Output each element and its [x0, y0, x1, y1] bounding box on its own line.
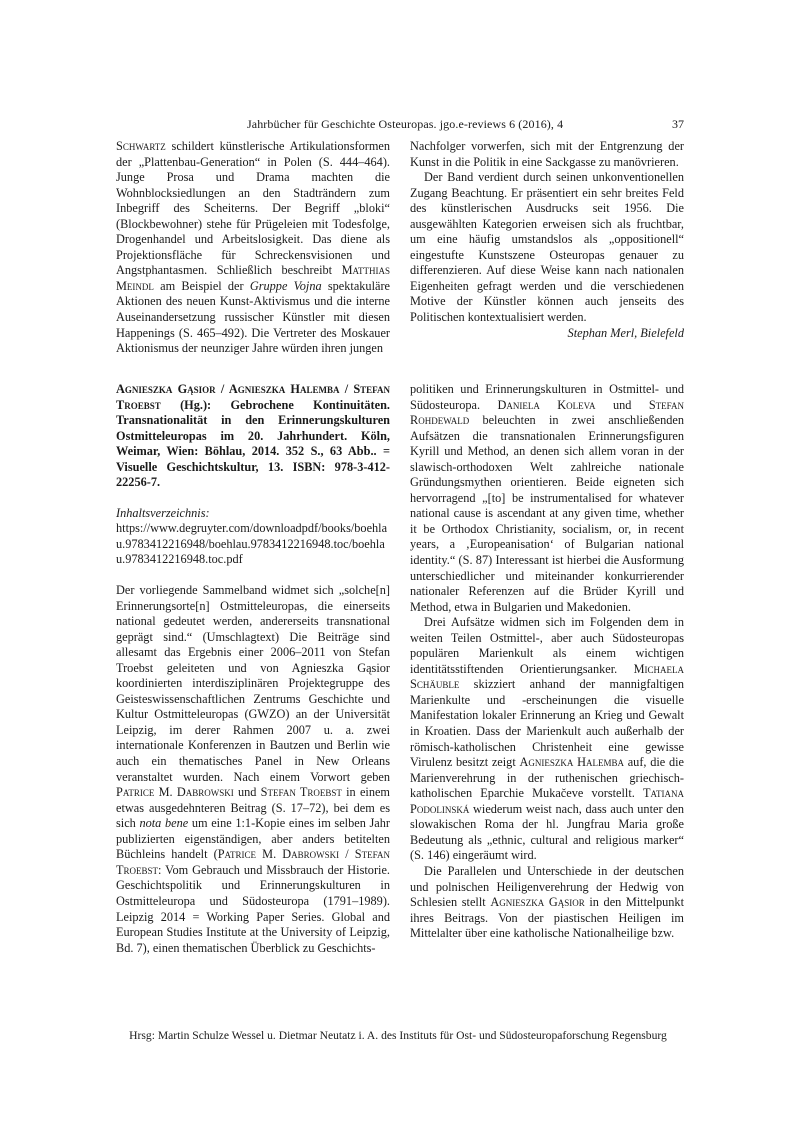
body-text: schildert künstlerische Artikulationsformen der „Plattenbau-Generation“ in Polen (S. 444–464). Junge Prosa und Drama machten die Wohnblocksiedlungen an den Stadträndern zum Inbegriff des Scheiterns. Der Begriff „bloki“ (Blockbewohner) stehe für Prügeleien mit Todesfolge, Drogenhandel und Arbeitslosigkeit. Das diene als Projektionsfläche für Schreckensvisionen und Angstphantasmen. Schließlich beschreibt — [116, 139, 390, 278]
body-text: und — [233, 785, 261, 800]
review1-paragraph: Nachfolger vorwerfen, sich mit der Entgrenzung der Kunst in die Politik in eine Sackgasse zu manövrieren. — [410, 139, 684, 169]
body-text: Der vorliegende Sammelband widmet sich „solche[n] Erinnerungsorte[n] Ostmitteleuropas, die einerseits national gedeutet werden, andererseits transnational geprägt sind.“ (Umschlagtext) Die Beiträge sind allesamt das Ergebnis einer 2006–2011 von Stefan Troebst geleiteten und von Agnieszka Gąsior koordinierten interdisziplinären Projektegruppe des Geisteswissenschaftlichen Zentrums Geschichte und Kultur Ostmitteleuropas (GWZO) an der Universität Leipzig, im derer Rahmen 2007 u. a. zwei internationale Konferenzen in Bautzen und Berlin wie auch ein thematisches Panel in New Orleans veranstaltet wurden. Nach einem Vorwort geben — [116, 583, 390, 784]
page-number: 37 — [672, 117, 684, 131]
body-text: : Vom Gebrauch und Missbrauch der Historie. Geschichtspolitik und Erinnerungskulturen in Ostmitteleuropa und Südosteuropa (1791–1989). Leipzig 2014 = Working Paper Series. Global and European Studies Institute at the University of Leipzig, Bd. 7), einen thematischen Überblick zu Geschichts- — [116, 862, 390, 955]
body-text: in den Mittelpunkt ihres Beitrags. Von der piastischen Heiligen im Mittelalter über eine katholische Nationalheilige bzw. — [410, 895, 685, 941]
review2-paragraph — [410, 382, 684, 615]
author-name: Matthias Meindl — [116, 263, 390, 293]
author-name: Stefan Troebst — [260, 785, 342, 800]
author-name: Tatiana Podolinská — [410, 786, 684, 816]
body-text: skizziert anhand der mannigfaltigen Marienkulte und -erscheinungen die visuelle Manifestation lokaler Erinnerung an Krieg und Gewalt in Kroatien. Dass der Marienkult auch außerhalb der römisch-katholischen Christenheit eine gewisse Virulenz besitzt zeigt — [410, 677, 684, 770]
body-text: spektakuläre Aktionen des neuen Kunst-Aktivismus und die interne Auseinandersetzung russischer Künstler mit diesen Happenings (S. 465–492). Die Vertreter des Moskauer Aktionismus der neunziger Jahre würden ihren jungen — [116, 278, 390, 356]
body-text: in einem etwas ausgedehnteren Beitrag (S. 17–72), bei dem es sich — [116, 785, 390, 831]
italic-term: Gruppe Vojna — [249, 278, 322, 293]
body-text: und — [595, 397, 649, 412]
author-name: Patrice M. Dabrowski / Stefan Troebst — [116, 847, 390, 877]
page-footer: Hrsg: Martin Schulze Wessel u. Dietmar Neutatz i. A. des Instituts für Ost- und Südosteuropaforschung Regensburg — [129, 1029, 667, 1042]
toc-label: Inhaltsverzeichnis: — [116, 505, 210, 520]
review1-paragraph: Der Band verdient durch seinen unkonventionellen Zugang Beachtung. Er präsentiert ein sehr breites Feld des künstlerischen Ausdrucks seit 1956. Die ausgewählten Kategorien erweisen sich als fruchtbar, um eine häufig umstandslos als „oppositionell“ eingestufte Kunstszene Osteuropas genauer zu differenzieren. Auf diese Weise kann nach nationalen Eigenheiten gefragt werden und die verschiedenen Motive der Künstler können auch jenseits des Politischen kontextualisiert werden. — [410, 170, 684, 325]
author-name: Agnieszka Gąsior — [490, 895, 585, 910]
body-text: am Beispiel der — [153, 278, 250, 293]
body-text: beleuchten in zwei anschließenden Aufsätzen die transnationalen Erinnerungsfiguren Kyrill und Method, an denen sich allem voran in der slawisch-orthodoxen Welt zahlreiche nationale Gründungsmythen orientieren. Beide eigneten sich hervorragend „[to] be instrumentalised for whatever national cause is ascendant at any given time, whether it be Orthodox Christianity, socialism, or, in recent years, a ‚Europeanisation‘ of Bulgarian national identity.“ (S. 87) Interessant ist hierbei die Ausformung unterschiedlicher und miteinander konkurrierender nationaler Referenzen auf die Brüder Kyrill und Method, etwa in Bulgarien und Makedonien. — [410, 413, 684, 614]
editor-names: Agnieszka Gąsior / Agnieszka Halemba / Stefan Troebst — [116, 382, 390, 412]
author-name: Agnieszka Halemba — [519, 755, 624, 770]
author-name: Patrice M. Dabrowski — [116, 785, 234, 800]
review2-left-column — [116, 382, 390, 956]
review1-right-column — [410, 139, 684, 341]
body-text: wiederum weist nach, dass auch unter den slowakischen Roma der hl. Jungfrau Maria große Bedeutung als „ethnic, cultural and religious marker“ (S. 146) eingeräumt wird. — [410, 801, 684, 863]
review2-paragraph — [116, 583, 390, 956]
review1-paragraph — [116, 139, 390, 357]
author-name: Schwartz — [116, 139, 166, 153]
body-text: Die Parallelen und Unterschiede in der deutschen und polnischen Heiligenverehrung der Hedwig von Schlesien stellt — [410, 863, 684, 910]
review1-left-column — [116, 139, 390, 357]
author-name: Daniela Koleva — [497, 397, 596, 412]
body-text: um eine 1:1-Kopie eines im selben Jahr publizierten eigenständigen, aber anders betitelten Büchleins handelt ( — [116, 816, 390, 862]
body-text: politiken und Erinnerungskulturen in Ostmittel- und Südosteuropa. — [410, 382, 684, 412]
reviewer-signature: Stephan Merl, Bielefeld — [567, 325, 684, 340]
review2-paragraph — [410, 864, 684, 942]
bibliographic-entry — [116, 382, 390, 491]
running-header: Jahrbücher für Geschichte Osteuropas. jgo.e-reviews 6 (2016), 4 — [247, 117, 564, 131]
body-text: Drei Aufsätze widmen sich im Folgenden dem in weiten Teilen Ostmittel-, aber auch Südosteuropas populären Marienkult als einem wichtigen identitätsstiftenden Orientierungsanker. — [410, 615, 684, 676]
author-name: Michaela Schäuble — [410, 661, 684, 692]
author-name: Stefan Rohdewald — [410, 397, 684, 428]
review2-right-column — [410, 382, 684, 942]
toc-link[interactable]: https://www.degruyter.com/downloadpdf/books/boehlau.9783412216948/boehlau.9783412216948.toc/boehlau.9783412216948.toc.pdf — [116, 521, 388, 567]
biblio-details: (Hg.): Gebrochene Kontinuitäten. Transnationalität in den Erinnerungskulturen Ostmitteleuropas im 20. Jahrhundert. Köln, Weimar, Wien: Böhlau, 2014. 352 S., 63 Abb.. = Visuelle Geschichtskultur, 13. ISBN: 978-3-412-22256-7. — [116, 397, 390, 490]
review2-paragraph — [410, 615, 684, 864]
body-text: auf, die die Marienverehrung in der ruthenischen griechisch-katholischen Eparchie Mukačeve vorstellt. — [410, 755, 684, 801]
italic-term: nota bene — [139, 816, 189, 831]
